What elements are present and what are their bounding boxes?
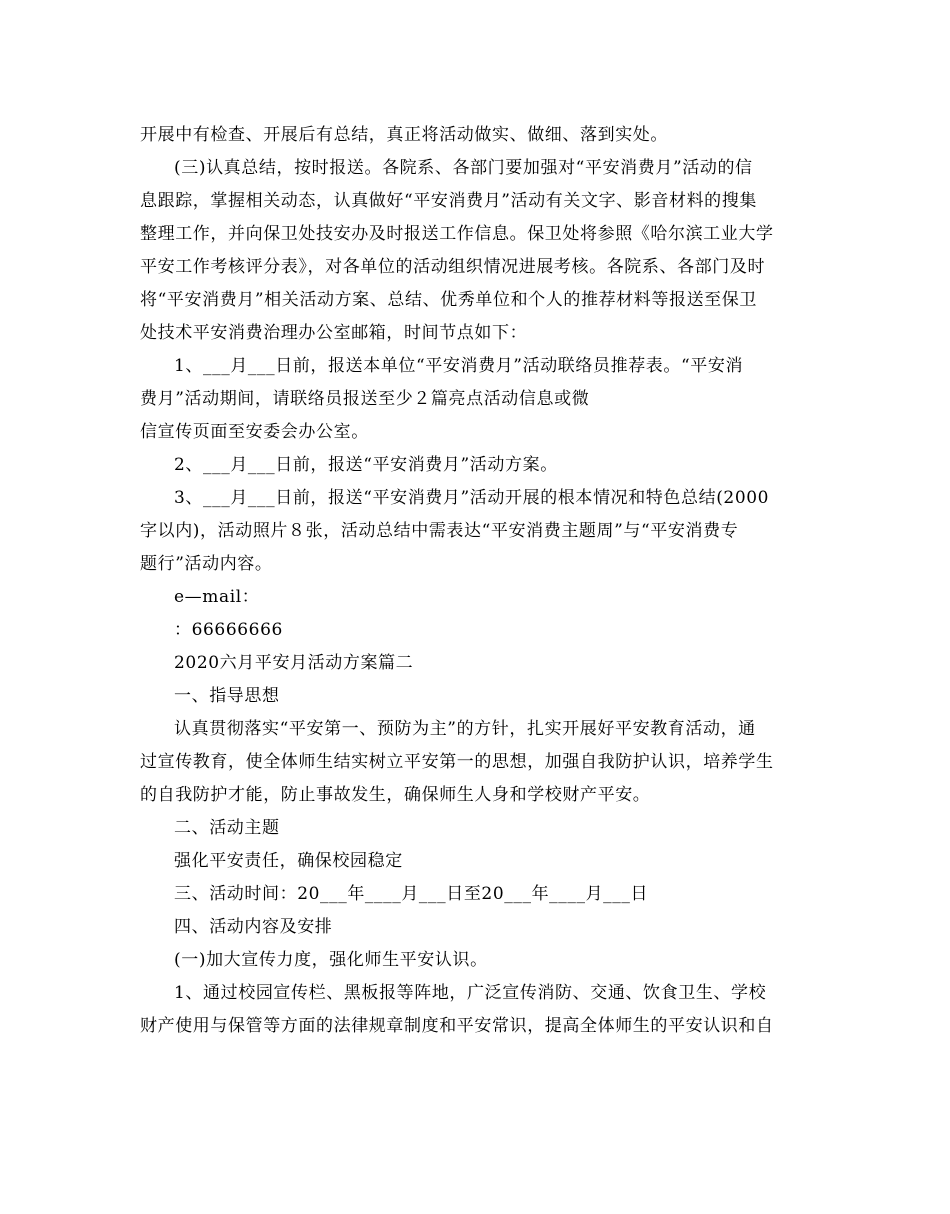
text-line: 过宣传教育，使全体师生结实树立平安第一的思想，加强自我防护认识，培养学生 [140,752,774,772]
text-line: (一)加大宣传力度，强化师生平安认识。 [174,950,488,970]
section-heading: 2020六月平安月活动方案篇二 [174,653,414,673]
text-line: 整理工作，并向保卫处技安办及时报送工作信息。保卫处将参照《哈尔滨工业大学 [140,224,774,244]
text-line: 三、活动时间：20___年____月___日至20___年____月___日 [174,884,649,904]
text-line: 认真贯彻落实“平安第一、预防为主”的方针，扎实开展好平安教育活动，通 [174,719,756,739]
text-line: 费月”活动期间，请联络员报送至少２篇亮点活动信息或微 [140,389,590,409]
text-line: 的自我防护才能，防止事故发生，确保师生人身和学校财产平安。 [140,785,651,805]
text-line: 将“平安消费月”相关活动方案、总结、优秀单位和个人的推荐材料等报送至保卫 [140,290,757,310]
text-line: (三)认真总结，按时报送。各院系、各部门要加强对“平安消费月”活动的信 [174,158,753,178]
text-line: 信宣传页面至安委会办公室。 [140,422,369,442]
text-line: 2、___月___日前，报送“平安消费月”活动方案。 [174,455,558,475]
text-line: 平安工作考核评分表》，对各单位的活动组织情况进展考核。各院系、各部门及时 [140,257,766,277]
text-line: 强化平安责任，确保校园稳定 [174,851,403,871]
text-line: 处技术平安消费治理办公室邮箱，时间节点如下： [140,323,528,343]
section-heading: 一、指导思想 [174,686,280,706]
section-heading: 四、活动内容及安排 [174,917,333,937]
text-line: ：66666666 [174,620,283,640]
section-heading: 二、活动主题 [174,818,280,838]
text-line: e—mail： [174,587,260,607]
text-line: 字以内)，活动照片８张，活动总结中需表达“平安消费主题周”与“平安消费专 [140,521,739,541]
text-line: 题行”活动内容。 [140,554,273,574]
text-line: 1、___月___日前，报送本单位“平安消费月”活动联络员推荐表。“平安消 [174,356,744,376]
text-line: 财产使用与保管等方面的法律规章制度和平安常识，提高全体师生的平安认识和自 [140,1016,774,1036]
text-line: 开展中有检查、开展后有总结，真正将活动做实、做细、落到实处。 [140,125,668,145]
text-line: 1、通过校园宣传栏、黑板报等阵地，广泛宣传消防、交通、饮食卫生、学校 [174,983,767,1003]
text-line: 3、___月___日前，报送“平安消费月”活动开展的根本情况和特色总结(2000 [174,488,770,508]
text-line: 息跟踪，掌握相关动态，认真做好“平安消费月”活动有关文字、影音材料的搜集 [140,191,757,211]
